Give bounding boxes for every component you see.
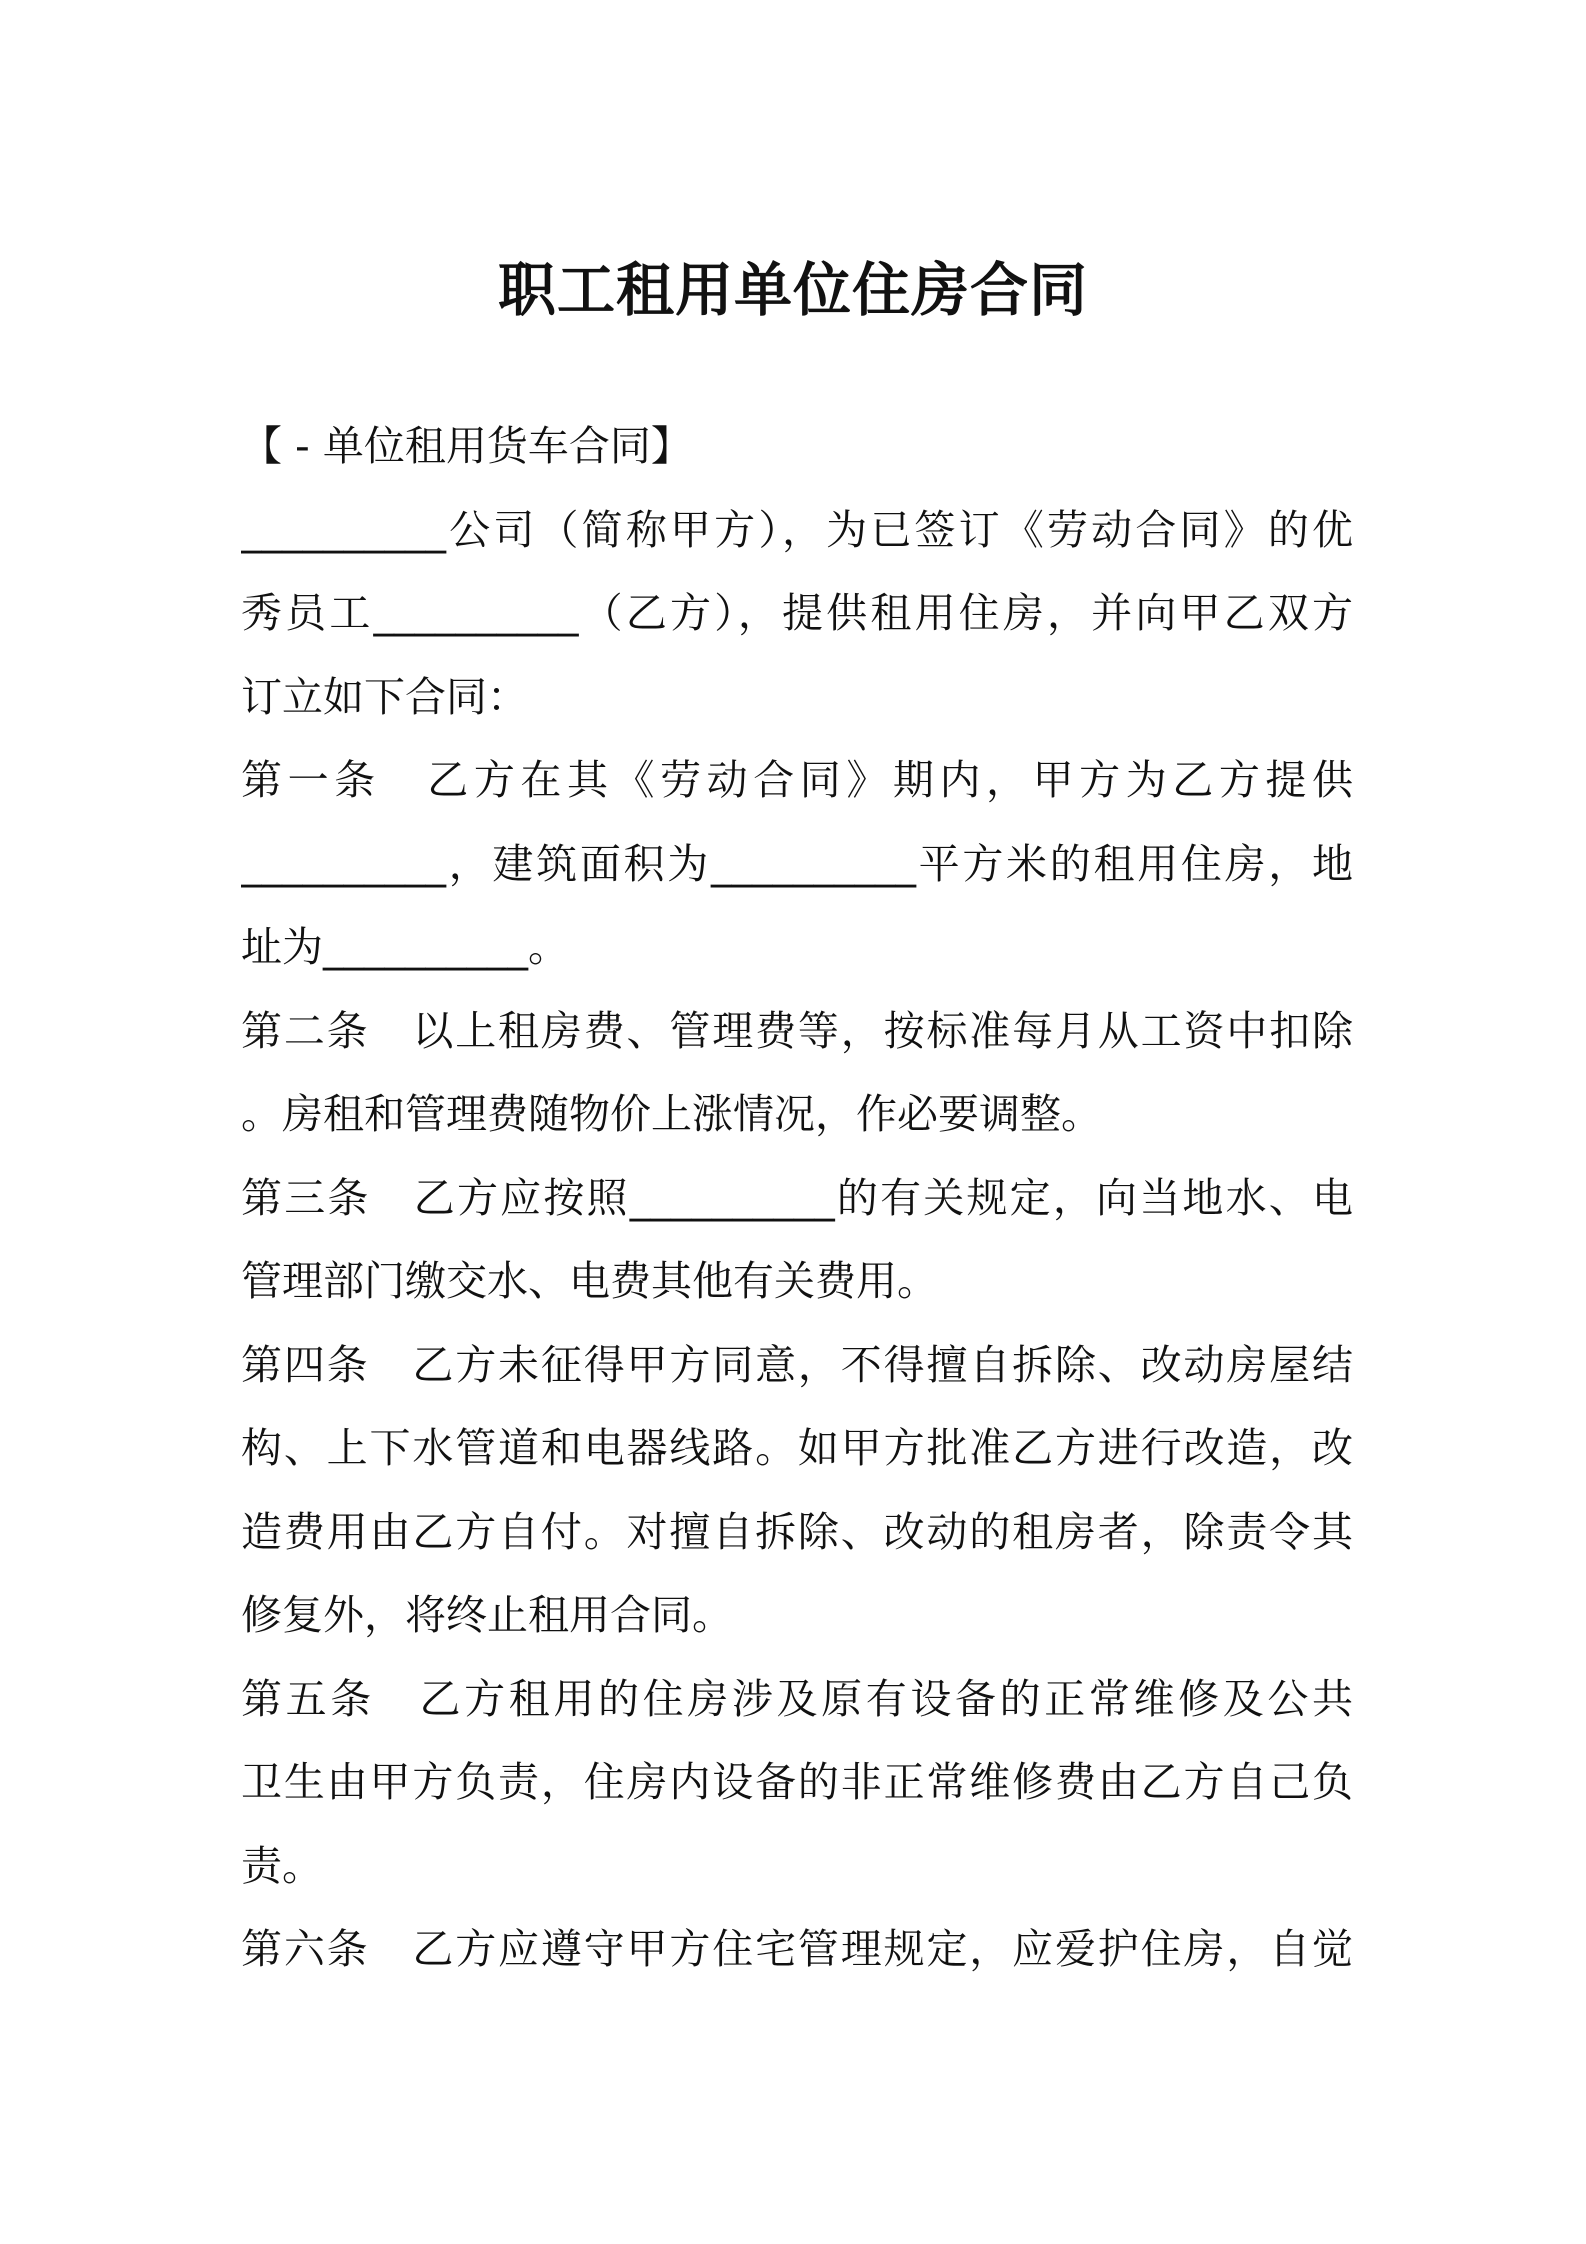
- article-3-line: 管理部门缴交水、电费其他有关费用。: [241, 1257, 938, 1305]
- article-6-line: 第六条 乙方应遵守甲方住宅管理规定，应爱护住房，自觉: [241, 1925, 1353, 1973]
- article-2-line: 第二条 以上租房费、管理费等，按标准每月从工资中扣除: [241, 1006, 1353, 1055]
- document-title: 职工租用单位住房合同: [497, 256, 1088, 324]
- document-body: [241, 405, 1353, 1992]
- article-4-line: 构、上下水管道和电器线路。如甲方批准乙方进行改造，改: [241, 1424, 1353, 1472]
- article-4-line: 造费用由乙方自付。对擅自拆除、改动的租房者，除责令其: [241, 1507, 1353, 1556]
- article-1-line: 第一条 乙方在其《劳动合同》期内，甲方为乙方提供: [241, 756, 1353, 804]
- paragraph-line: 订立如下合同：: [241, 672, 528, 721]
- article-1-line: 址为__________。: [241, 923, 569, 971]
- article-3-line: 第三条 乙方应按照__________的有关规定，向当地水、电: [241, 1173, 1353, 1222]
- paragraph-line: 秀员工__________（乙方），提供租用住房，并向甲乙双方: [241, 589, 1353, 637]
- article-5-line: 卫生由甲方负责，住房内设备的非正常维修费由乙方自己负: [241, 1758, 1353, 1806]
- article-1-line: __________，建筑面积为__________平方米的租用住房，地: [241, 839, 1353, 888]
- paragraph-line: __________公司（简称甲方），为已签订《劳动合同》的优: [241, 505, 1353, 554]
- article-5-line: 责。: [241, 1841, 323, 1890]
- article-5-line: 第五条 乙方租用的住房涉及原有设备的正常维修及公共: [241, 1674, 1353, 1723]
- document-subtitle: 【 - 单位租用货车合同】: [241, 422, 692, 470]
- article-4-line: 修复外，将终止租用合同。: [241, 1591, 733, 1639]
- article-2-line: 。房租和管理费随物价上涨情况，作必要调整。: [241, 1090, 1102, 1138]
- article-4-line: 第四条 乙方未征得甲方同意，不得擅自拆除、改动房屋结: [241, 1340, 1353, 1389]
